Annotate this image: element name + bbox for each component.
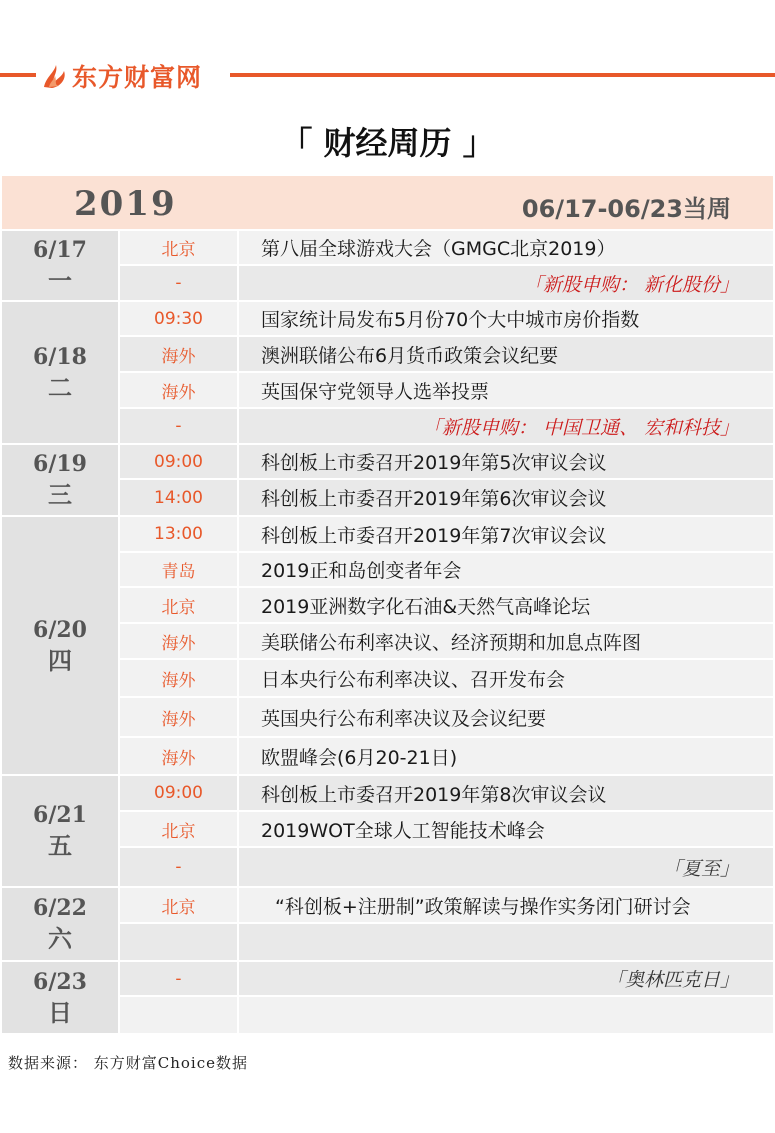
day-events: [120, 517, 773, 774]
day-date: 6/17: [33, 236, 87, 263]
event-location: -: [120, 409, 239, 443]
day-events: [120, 888, 773, 960]
calendar-year: 2019: [74, 184, 177, 224]
day-date: 6/19: [33, 451, 87, 477]
event-row: [120, 588, 773, 624]
event-location: 海外: [120, 337, 239, 371]
calendar-header: [2, 176, 773, 229]
logo-text: 东方财富网: [72, 63, 203, 92]
event-location: 北京: [120, 888, 239, 922]
day-row: [2, 443, 773, 515]
event-row: [120, 888, 773, 924]
event-row: [120, 924, 773, 960]
event-title: “科创板+注册制”政策解读与操作实务闭门研讨会: [239, 888, 773, 922]
day-label: [2, 231, 120, 300]
event-title: 欧盟峰会(6月20-21日): [239, 738, 773, 774]
day-label: [2, 517, 120, 774]
day-row: [2, 774, 773, 886]
event-note: 「夏至」: [239, 848, 773, 886]
note-row: [120, 409, 773, 443]
event-row: [120, 698, 773, 738]
event-title: 科创板上市委召开2019年第6次审议会议: [239, 480, 773, 515]
page-title: 「 财经周历 」: [280, 124, 495, 162]
note-row: [120, 266, 773, 300]
event-location: -: [120, 962, 239, 995]
brand-header: [0, 58, 775, 94]
event-title: 英国央行公布利率决议及会议纪要: [239, 698, 773, 736]
event-location: 海外: [120, 698, 239, 736]
event-row: [120, 812, 773, 848]
event-location: 09:00: [120, 445, 239, 478]
calendar-table: [2, 176, 773, 1033]
logo[interactable]: [40, 58, 202, 94]
event-row: [120, 997, 773, 1033]
event-title: 第八届全球游戏大会（GMGC北京2019）: [239, 231, 773, 264]
event-location: 北京: [120, 812, 239, 846]
event-location: 北京: [120, 588, 239, 622]
day-weekday: 六: [48, 925, 72, 953]
event-row: [120, 373, 773, 409]
event-row: [120, 517, 773, 553]
day-label: [2, 445, 120, 515]
day-row: [2, 515, 773, 774]
event-row: [120, 776, 773, 812]
event-row: [120, 553, 773, 588]
day-date: 6/23: [33, 968, 87, 995]
event-location: 14:00: [120, 480, 239, 515]
event-row: [120, 337, 773, 373]
event-title: 科创板上市委召开2019年第7次审议会议: [239, 517, 773, 551]
event-location: [120, 997, 239, 1033]
day-row: [2, 300, 773, 443]
event-title: 2019WOT全球人工智能技术峰会: [239, 812, 773, 846]
event-title: 日本央行公布利率决议、召开发布会: [239, 660, 773, 696]
event-row: [120, 480, 773, 515]
day-date: 6/21: [33, 802, 87, 828]
data-source: 数据来源： 东方财富Choice数据: [8, 1054, 249, 1072]
event-title: [239, 997, 773, 1033]
note-row: [120, 848, 773, 886]
event-title: 国家统计局发布5月份70个大中城市房价指数: [239, 302, 773, 335]
event-note: 「新股申购： 新化股份」: [239, 266, 773, 300]
event-location: 09:30: [120, 302, 239, 335]
event-row: [120, 445, 773, 480]
day-weekday: 三: [48, 481, 72, 509]
event-title: 科创板上市委召开2019年第8次审议会议: [239, 776, 773, 810]
day-label: [2, 302, 120, 443]
event-location: 海外: [120, 738, 239, 774]
header-rule-left: [0, 73, 36, 77]
day-events: [120, 302, 773, 443]
event-row: [120, 660, 773, 698]
day-date: 6/18: [33, 343, 87, 370]
event-note: 「新股申购： 中国卫通、 宏和科技」: [239, 409, 773, 443]
day-weekday: 五: [48, 832, 72, 860]
event-location: 海外: [120, 373, 239, 407]
event-location: -: [120, 848, 239, 886]
day-date: 6/20: [33, 616, 87, 643]
day-label: [2, 888, 120, 960]
day-label: [2, 962, 120, 1033]
event-location: 海外: [120, 624, 239, 658]
day-weekday: 二: [48, 373, 72, 402]
event-title: 2019正和岛创变者年会: [239, 553, 773, 586]
event-location: 09:00: [120, 776, 239, 810]
event-row: [120, 738, 773, 774]
day-events: [120, 776, 773, 886]
day-events: [120, 445, 773, 515]
event-title: 科创板上市委召开2019年第5次审议会议: [239, 445, 773, 478]
event-title: 英国保守党领导人选举投票: [239, 373, 773, 407]
note-row: [120, 962, 773, 997]
event-location: 海外: [120, 660, 239, 696]
event-location: -: [120, 266, 239, 300]
calendar-week-range: 06/17-06/23当周: [521, 195, 731, 223]
calendar-days: [2, 229, 773, 1033]
event-row: [120, 624, 773, 660]
event-row: [120, 302, 773, 337]
day-row: [2, 229, 773, 300]
event-location: 13:00: [120, 517, 239, 551]
event-title: 澳洲联储公布6月货币政策会议纪要: [239, 337, 773, 371]
day-date: 6/22: [33, 895, 87, 921]
day-row: [2, 960, 773, 1033]
day-label: [2, 776, 120, 886]
event-title: [239, 924, 773, 960]
event-title: 2019亚洲数字化石油&天然气高峰论坛: [239, 588, 773, 622]
event-location: [120, 924, 239, 960]
event-row: [120, 231, 773, 266]
event-location: 北京: [120, 231, 239, 264]
day-row: [2, 886, 773, 960]
day-weekday: 四: [48, 646, 72, 675]
flame-logo-icon: [40, 61, 70, 91]
day-weekday: 一: [48, 266, 72, 295]
header-rule-right: [230, 73, 775, 77]
event-location: 青岛: [120, 553, 239, 586]
day-events: [120, 962, 773, 1033]
event-title: 美联储公布利率决议、经济预期和加息点阵图: [239, 624, 773, 658]
event-note: 「奥林匹克日」: [239, 962, 773, 995]
day-weekday: 日: [48, 998, 72, 1027]
day-events: [120, 231, 773, 300]
